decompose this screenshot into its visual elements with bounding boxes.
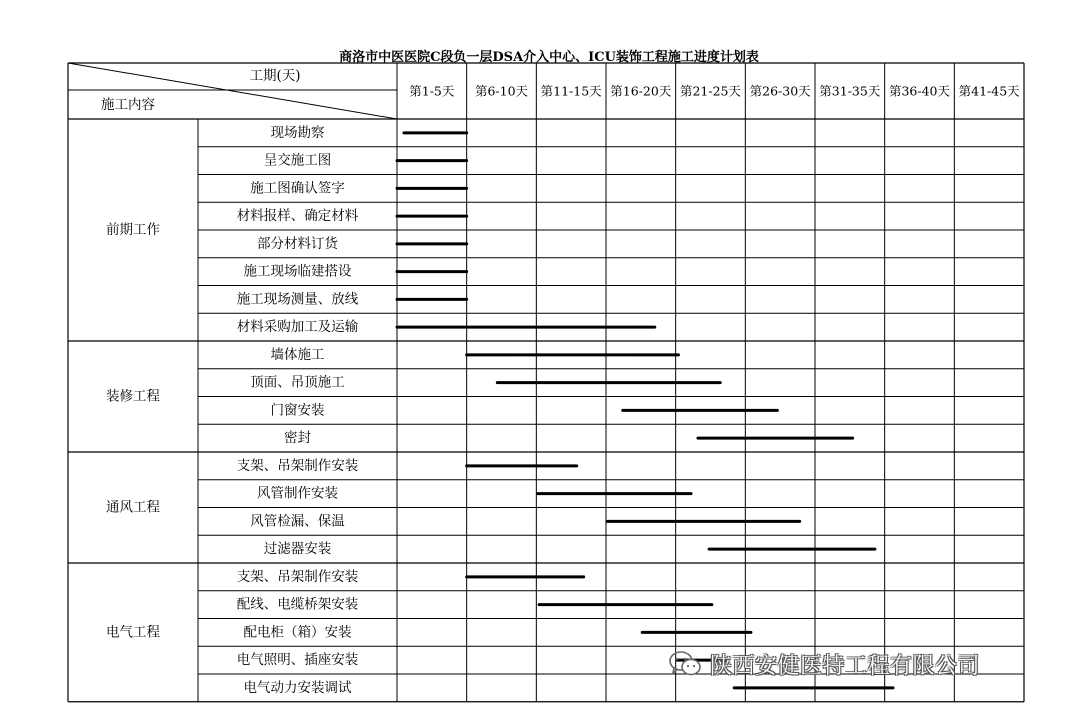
task-label: 密封 bbox=[284, 430, 311, 447]
task-label: 门窗安装 bbox=[270, 402, 325, 419]
header-day-label: 第41-45天 bbox=[958, 83, 1020, 99]
table-title: 商洛市中医医院C段负一层DSA介入中心、ICU装饰工程施工进度计划表 bbox=[339, 50, 759, 65]
header-day-label: 第26-30天 bbox=[749, 83, 811, 99]
header-day-label: 第16-20天 bbox=[610, 83, 672, 99]
task-label: 支架、吊架制作安装 bbox=[236, 568, 359, 585]
gantt-bars bbox=[397, 133, 893, 688]
watermark-text: 陕西安健医特工程有限公司 bbox=[710, 653, 981, 679]
header-content-label: 施工内容 bbox=[101, 97, 155, 113]
header-day-label: 第21-25天 bbox=[679, 83, 742, 99]
header-day-label: 第11-15天 bbox=[540, 83, 602, 99]
header-period-label: 工期(天) bbox=[249, 68, 301, 84]
header-day-label: 第6-10天 bbox=[474, 83, 529, 99]
task-label: 配线、电缆桥架安装 bbox=[236, 596, 359, 613]
task-label: 施工现场测量、放线 bbox=[236, 291, 359, 308]
task-label: 现场勘察 bbox=[270, 124, 325, 141]
task-label: 施工现场临建搭设 bbox=[243, 263, 352, 280]
task-label: 施工图确认签字 bbox=[250, 180, 345, 197]
watermark bbox=[668, 648, 980, 680]
group-label: 装修工程 bbox=[106, 388, 160, 405]
header-day-label: 第31-35天 bbox=[819, 83, 881, 99]
task-label: 材料采购加工及运输 bbox=[236, 319, 359, 336]
group-label: 电气工程 bbox=[106, 624, 160, 641]
task-label: 电气动力安装调试 bbox=[243, 679, 352, 696]
task-label: 风管制作安装 bbox=[257, 485, 338, 502]
task-label: 配电柜（箱）安装 bbox=[243, 624, 352, 641]
task-label: 墙体施工 bbox=[270, 346, 325, 363]
task-label: 顶面、吊顶施工 bbox=[250, 374, 345, 391]
header-day-label: 第1-5天 bbox=[409, 83, 455, 99]
task-label: 风管检漏、保温 bbox=[250, 513, 345, 530]
task-label: 电气照明、插座安装 bbox=[236, 652, 359, 669]
group-label: 通风工程 bbox=[106, 499, 160, 516]
task-label: 过滤器安装 bbox=[263, 541, 332, 558]
header-day-label: 第36-40天 bbox=[888, 83, 951, 99]
task-label: 呈交施工图 bbox=[263, 152, 332, 169]
task-label: 支架、吊架制作安装 bbox=[236, 457, 359, 474]
wechat-icon bbox=[668, 649, 702, 679]
group-label: 前期工作 bbox=[106, 222, 160, 238]
task-label: 材料报样、确定材料 bbox=[236, 208, 359, 225]
task-label: 部分材料订货 bbox=[257, 235, 338, 252]
